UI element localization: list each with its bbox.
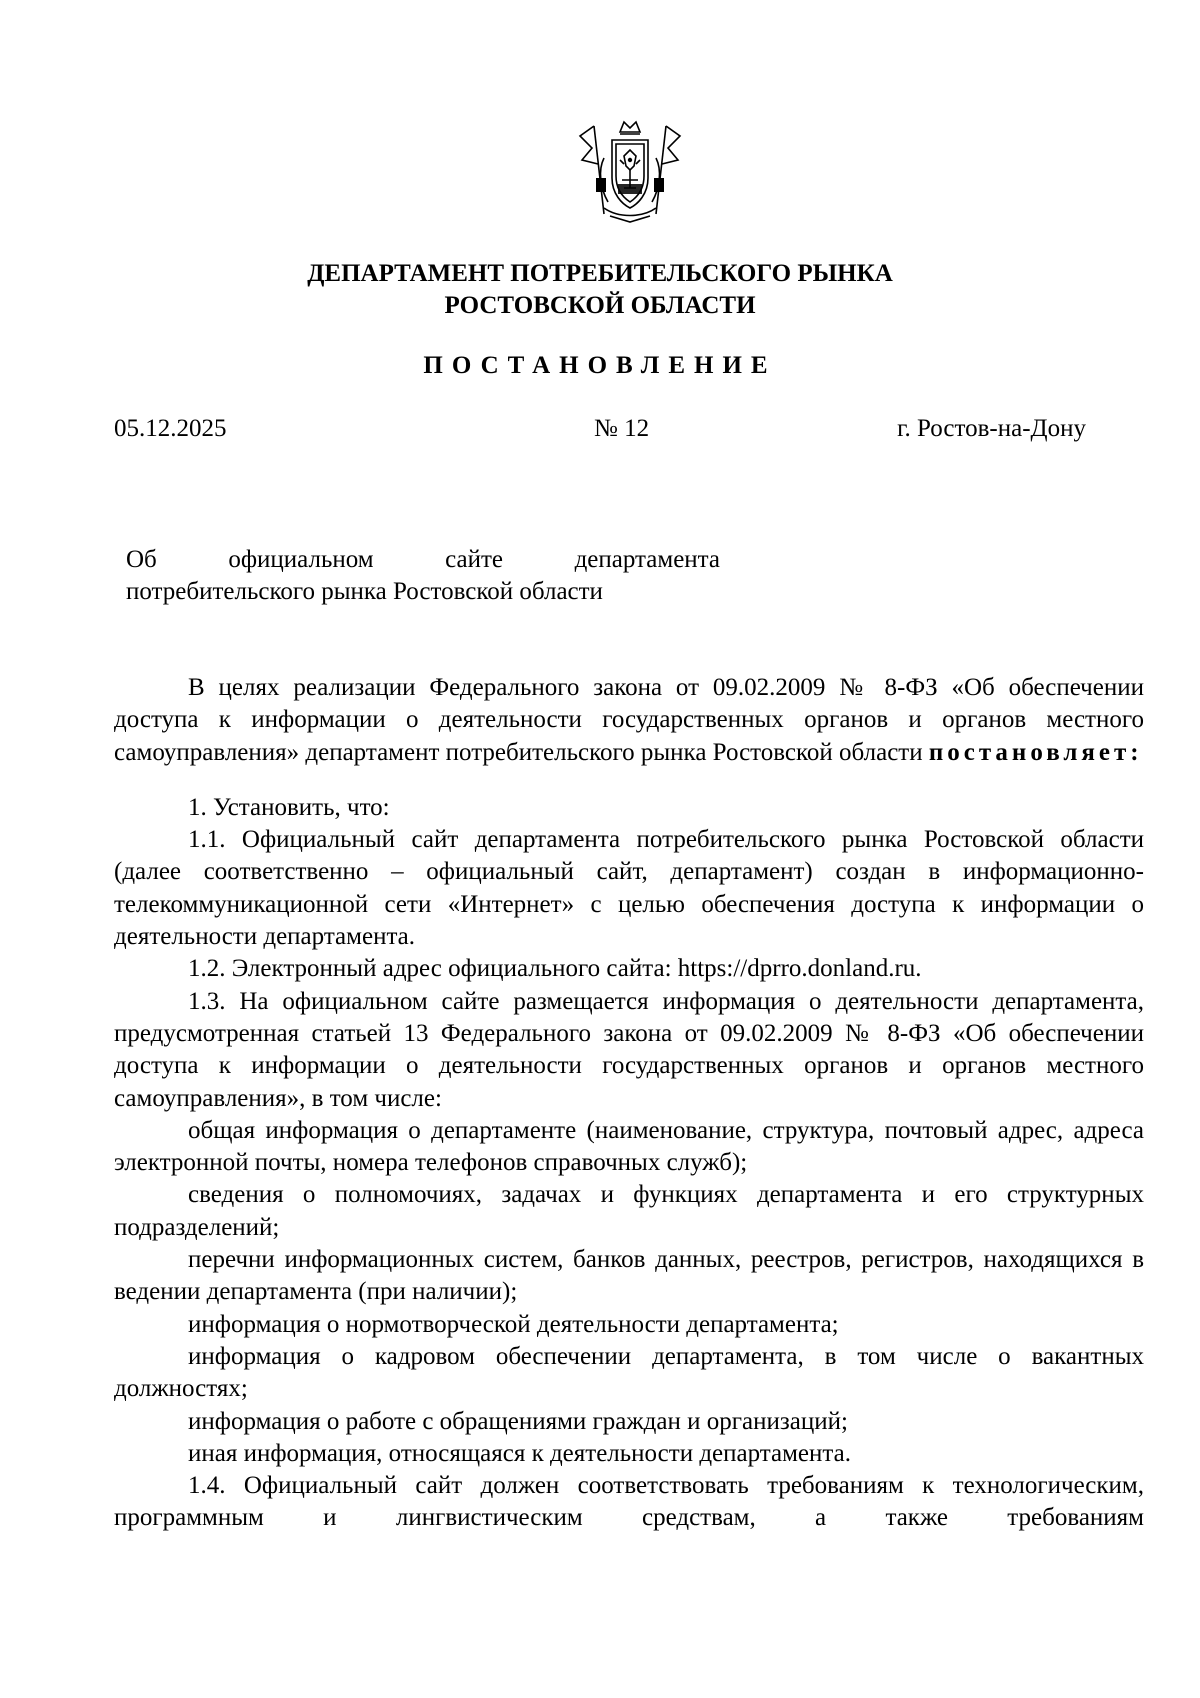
document-type-heading: ПОСТАНОВЛЕНИЕ bbox=[423, 352, 777, 379]
list-item-information-systems: перечни информационных систем, банков данных, реестров, регистров, находящихся в ведении департамента (при наличии); bbox=[114, 1246, 1144, 1306]
coat-of-arms-icon bbox=[574, 118, 686, 228]
preamble-text: В целях реализации Федерального закона от 09.02.2009 № 8-ФЗ «Об обеспечении доступа к информации о деятельности государственных органов и органов местного самоуправления» департамент потребительского рынка Ростовской области bbox=[114, 674, 1144, 766]
paragraph-1-1: 1.1. Официальный сайт департамента потребительского рынка Ростовской области (далее соответственно – официальный сайт, департамент) создан в информационно-телекоммуникационной сети «Интернет» с целью обеспечения доступа к информации о деятельности департамента. bbox=[114, 826, 1144, 951]
preamble-paragraph bbox=[114, 672, 1144, 769]
document-date: 05.12.2025 bbox=[114, 415, 227, 442]
list-item-rulemaking: информация о нормотворческой деятельности департамента; bbox=[188, 1310, 839, 1338]
organization-title-line-1: ДЕПАРТАМЕНТ ПОТРЕБИТЕЛЬСКОГО РЫНКА bbox=[307, 260, 893, 287]
subject-line-2: потребительского рынка Ростовской области bbox=[126, 578, 603, 605]
list-item-powers: сведения о полномочиях, задачах и функциях департамента и его структурных подразделений; bbox=[114, 1181, 1144, 1241]
document-subject bbox=[126, 544, 720, 608]
organization-title bbox=[0, 258, 1200, 322]
organization-title-line-2: РОСТОВСКОЙ ОБЛАСТИ bbox=[444, 292, 756, 319]
paragraph-1-3: 1.3. На официальном сайте размещается информация о деятельности департамента, предусмотренная статьей 13 Федерального закона от 09.02.2009 № 8-ФЗ «Об обеспечении доступа к информации о деятельности государственных органов и органов местного самоуправления», в том числе: bbox=[114, 987, 1144, 1112]
list-item-appeals: информация о работе с обращениями граждан и организаций; bbox=[188, 1407, 848, 1435]
paragraph-1-4: 1.4. Официальный сайт должен соответствовать требованиям к технологическим, программным и лингвистическим средствам, а также требованиям bbox=[114, 1472, 1144, 1532]
subject-line-1: Об официальном сайте департамента bbox=[126, 546, 720, 573]
list-item-other-info: иная информация, относящаяся к деятельности департамента. bbox=[188, 1439, 851, 1467]
document-place: г. Ростов-на-Дону bbox=[897, 415, 1086, 442]
coat-of-arms-drawing bbox=[574, 118, 686, 228]
paragraph-1-2: 1.2. Электронный адрес официального сайта: https://dprro.donland.ru. bbox=[188, 955, 922, 983]
list-item-general-info: общая информация о департаменте (наименование, структура, почтовый адрес, адреса электронной почты, номера телефонов справочных служб); bbox=[114, 1116, 1144, 1177]
paragraph-1: 1. Установить, что: bbox=[188, 793, 390, 821]
document-body bbox=[114, 672, 1144, 1535]
resolves-word: постановляет: bbox=[928, 738, 1143, 766]
document-number: № 12 bbox=[594, 415, 650, 442]
list-item-staffing: информация о кадровом обеспечении департамента, в том числе о вакантных должностях; bbox=[114, 1342, 1144, 1403]
